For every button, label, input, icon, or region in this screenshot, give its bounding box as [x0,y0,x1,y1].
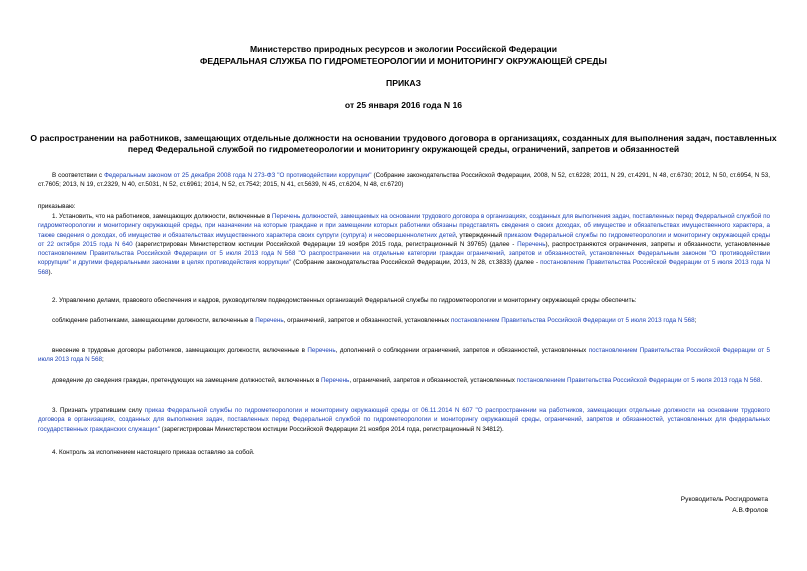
sub-1-text: , ограничений, запретов и обязанностей, установленных [283,317,451,324]
preamble-text: В соответствии с [52,172,105,179]
resolution-568-link[interactable]: постановлением Правительства Российской Федерации от 5 июля 2013 года N 568 "О распространении на отдельные категории граждан ограничений, запретов и обязанностей, установленных Федеральным законом "О противодействии коррупции" и другими федеральными законами в целях противодействия коррупции" [38,250,770,267]
item-3-text: 3. Признать утратившим силу [52,407,145,414]
ministry-heading: Министерство природных ресурсов и экологии Российской Федерации [250,44,557,54]
federal-law-273-link[interactable]: Федеральным законом от 25 декабря 2008 года N 273-ФЗ "О противодействии коррупции" [104,172,372,179]
signature-position: Руководитель Росгидромета [680,496,768,503]
list-link[interactable]: Перечень [255,317,284,324]
item-3-paragraph [38,406,770,434]
item-1-text: 1. Установить, что на работников, замещающих должности, включенные в [52,213,272,220]
list-link[interactable]: Перечень [307,347,336,354]
sub-2-text: , дополнений о соблюдении ограничений, запретов и обязанностей, установленных [335,347,589,354]
sub-1-text: соблюдение работниками, замещающими должности, включенные в [52,317,256,324]
sub-3-text: . [760,377,763,384]
list-link[interactable]: Перечень [320,377,350,384]
document-date: от 25 января 2016 года N 16 [344,100,463,110]
item-2-sub-3 [38,376,770,385]
signature-name: А.В.Фролов [732,507,768,514]
item-1-text: , утвержденный [455,231,505,239]
order-607-link[interactable]: приказ Федеральной службы по гидрометеорологии и мониторингу окружающей среды от 06.11.2014 N 607 "О распространении на работников, замещающих отдельные должности на основании трудового договора в организациях, созданных для выполнения задач, поставленных перед Федеральной службой по гидрометеорологии и мониторингу окружающей среды, ограничений, запретов и обязанностей, установленных для федеральных государственных гражданских служащих" [38,407,770,433]
item-3-text: (зарегистрирован Министерством юстиции Российской Федерации 21 ноября 2014 года, регистрационный N 34812). [159,425,504,433]
preamble-text: (Собрание законодательства Российской Федерации, 2008, N 52, ст.6228; 2011, N 29, ст.4291, N 48, ст.6730; 2012, N 50, ст.6954, N 53, ст.7605; 2013, N 19, ст.2329, N 40, ст.5031, N 52, ст.6961; 2014, N 52, ст.7542; 2015, N 41, ст.5639, N 45, ст.6204, N 48, ст.6720) [38,172,771,189]
resolution-568-link[interactable]: постановлением Правительства Российской Федерации от 5 июля 2013 года N 568 [450,317,695,324]
document-title: О распространении на работников, замещающих отдельные должности на основании трудового договора в организациях, созданных для выполнения задач, поставленных перед Федеральной службой по гидрометеорологии и мониторингу окружающей среды, ограничений, запретов и обязанностей [30,133,777,154]
document-type: ПРИКАЗ [386,78,421,88]
list-link[interactable]: Перечень [517,240,546,248]
service-heading: ФЕДЕРАЛЬНАЯ СЛУЖБА ПО ГИДРОМЕТЕОРОЛОГИИ И МОНИТОРИНГУ ОКРУЖАЮЩЕЙ СРЕДЫ [200,56,607,66]
item-2-sub-2 [38,346,770,365]
item-1-text: (Собрание законодательства Российской Федерации, 2013, N 28, ст.3833) (далее - [291,259,541,267]
order-640-link[interactable]: приказом Федеральной службы по гидрометеорологии и мониторингу окружающей среды от 22 октября 2015 года N 640 [38,231,771,248]
item-1-text: ), распространяются ограничения, запреты и обязанности, установленные [545,240,771,248]
positions-list-link[interactable]: Перечень должностей, замещаемых на основании трудового договора в организациях, созданных для выполнения задач, поставленных перед Федеральной службой по гидрометеорологии и мониторингу окружающей среды, при назначении на которые граждане и при замещении которых работники обязаны представлять сведения о своих доходах, об имуществе и обязательствах имущественного характера, а также сведения о доходах, об имуществе и обязательствах имущественного характера своих супруги (супруга) и несовершеннолетних детей [38,213,770,239]
item-2-sub-1 [38,316,770,325]
sub-2-text: внесение в трудовые договоры работников, замещающих должности, включенные в [52,347,308,354]
item-1-paragraph [38,212,770,277]
sub-1-text: ; [694,317,697,324]
preamble-paragraph [38,171,770,190]
sub-3-text: доведение до сведения граждан, претендующих на замещение должностей, включенных в [52,377,321,384]
order-word: приказываю: [38,203,76,210]
sub-3-text: , ограничений, запретов и обязанностей, установленных [349,377,517,384]
item-2-paragraph: 2. Управлению делами, правового обеспечения и кадров, руководителям подведомственных организаций Федеральной службы по гидрометеорологии и мониторингу окружающей среды обеспечить: [52,297,637,304]
item-1-text: ). [48,268,53,276]
resolution-568-link[interactable]: постановлением Правительства Российской Федерации от 5 июля 2013 года N 568 [38,347,771,364]
resolution-568-link[interactable]: постановлением Правительства Российской Федерации от 5 июля 2013 года N 568 [516,377,761,384]
item-4-paragraph: 4. Контроль за исполнением настоящего приказа оставляю за собой. [52,449,255,456]
sub-2-text: ; [101,356,104,364]
item-1-text: (зарегистрирован Министерством юстиции Российской Федерации 19 ноября 2015 года, регистрационный N 39765) (далее - [132,240,518,248]
resolution-568-short-link[interactable]: постановление Правительства Российской Федерации от 5 июля 2013 года N 568 [38,259,771,276]
